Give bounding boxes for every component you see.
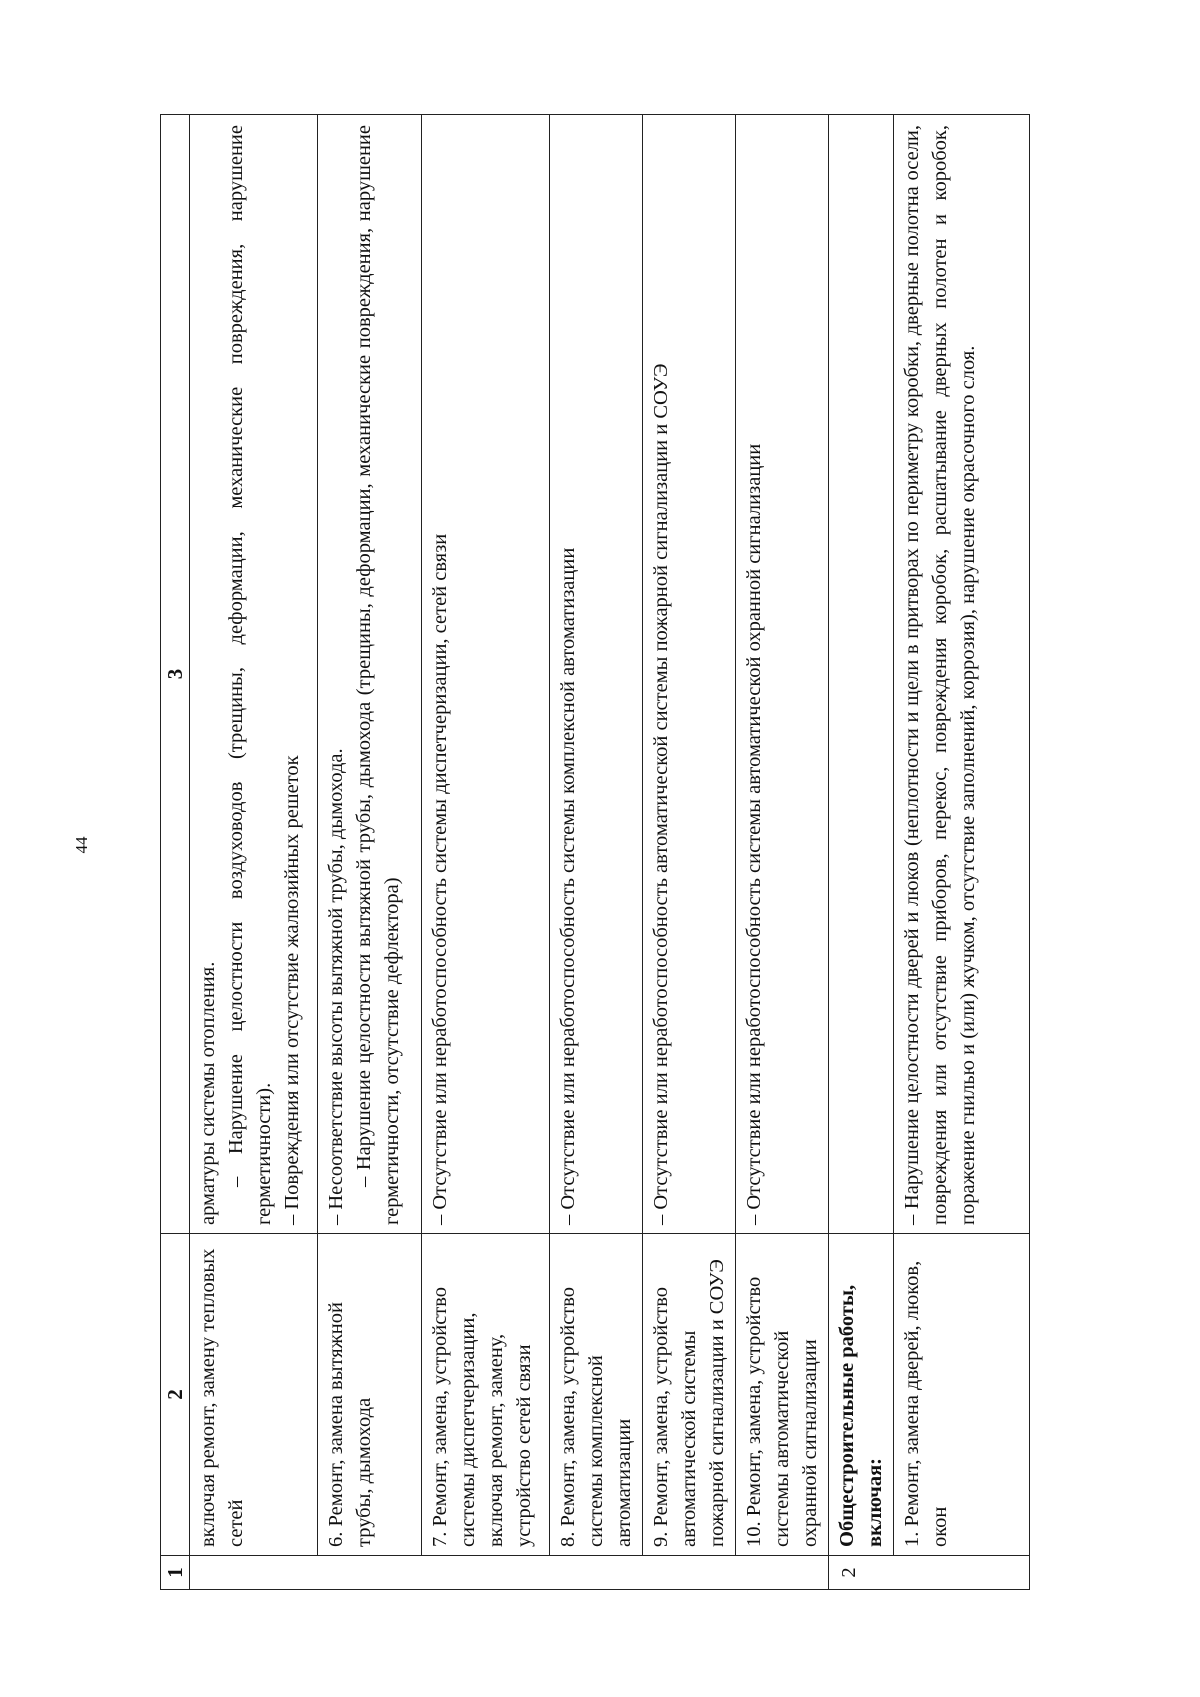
defect-description-cell: [422, 115, 550, 1234]
defect-item: – Отсутствие или неработоспособность системы диспетчеризации, сетей связи: [429, 533, 451, 1225]
defect-description-cell: [318, 115, 422, 1234]
row-number-cell: [190, 1556, 318, 1590]
defect-description-cell: [894, 115, 1030, 1234]
defect-item: – Нарушение целостности воздуховодов (трещины, деформации, механические повреждения, нарушение герметичности).: [225, 125, 275, 1225]
row-number-cell: [736, 1556, 829, 1590]
defect-description-cell: [643, 115, 736, 1234]
table-row: [190, 115, 318, 1590]
rotated-page: [160, 115, 1100, 1590]
defect-description-cell: [190, 115, 318, 1234]
header-col-2: 2: [161, 1234, 190, 1556]
table-row: [422, 115, 550, 1590]
row-number-cell: [318, 1556, 422, 1590]
work-name-cell: 9. Ремонт, замена, устройство автоматической системы пожарной сигнализации и СОУЭ: [643, 1234, 736, 1556]
work-name-cell: 7. Ремонт, замена, устройство системы диспетчеризации, включая ремонт, замену, устройство сетей связи: [422, 1234, 550, 1556]
defect-item: арматуры системы отопления.: [197, 961, 219, 1225]
work-name-cell: Общестроительные работы, включая:: [829, 1234, 894, 1556]
header-col-3: 3: [161, 115, 190, 1234]
work-name-cell: включая ремонт, замену тепловых сетей: [190, 1234, 318, 1556]
defect-item: – Нарушение целостности вытяжной трубы, дымохода (трещины, деформации, механические повреждения, нарушение герметичности, отсутствие дефлектора): [353, 125, 403, 1225]
defects-table: [160, 114, 1030, 1590]
table-row: [736, 115, 829, 1590]
work-name-cell: 10. Ремонт, замена, устройство системы автоматической охранной сигнализации: [736, 1234, 829, 1556]
defect-description-cell: [550, 115, 643, 1234]
row-number-cell: [550, 1556, 643, 1590]
table-row: [829, 115, 894, 1590]
defect-description-cell: [829, 115, 894, 1234]
defect-item: – Несоответствие высоты вытяжной трубы, дымохода.: [325, 748, 347, 1225]
work-name-cell: 1. Ремонт, замена дверей, люков, окон: [894, 1234, 1030, 1556]
defect-item: – Повреждения или отсутствие жалюзийных решеток: [281, 755, 303, 1225]
table-body: [190, 115, 1030, 1590]
defect-item: – Нарушение целостности дверей и люков (неплотности и щели в притворах по периметру коробки, дверные полотна осели, повреждения или отсутствие приборов, перекос, повреждения коробок, расшатывание дверных полотен и коробок, поражение гнилью и (или) жучком, отсутствие заполнений, коррозия), нарушение окрасочного слоя.: [901, 125, 979, 1225]
defect-description-cell: [736, 115, 829, 1234]
table-row: [643, 115, 736, 1590]
defect-item: – Отсутствие или неработоспособность системы комплексной автоматизации: [557, 547, 579, 1225]
row-number-cell: [422, 1556, 550, 1590]
page-number: 44: [72, 836, 91, 854]
table-row: [894, 115, 1030, 1590]
defect-item: – Отсутствие или неработоспособность системы автоматической охранной сигнализации: [743, 443, 765, 1225]
table-row: [318, 115, 422, 1590]
work-name-cell: 6. Ремонт, замена вытяжной трубы, дымохода: [318, 1234, 422, 1556]
defect-item: – Отсутствие или неработоспособность автоматической системы пожарной сигнализации и СОУЭ: [650, 363, 672, 1225]
row-number-cell: 2: [829, 1556, 894, 1590]
table-row: [550, 115, 643, 1590]
header-row: [161, 115, 190, 1590]
work-name-cell: 8. Ремонт, замена, устройство системы комплексной автоматизации: [550, 1234, 643, 1556]
row-number-cell: [894, 1556, 1030, 1590]
header-col-1: 1: [161, 1556, 190, 1590]
row-number-cell: [643, 1556, 736, 1590]
